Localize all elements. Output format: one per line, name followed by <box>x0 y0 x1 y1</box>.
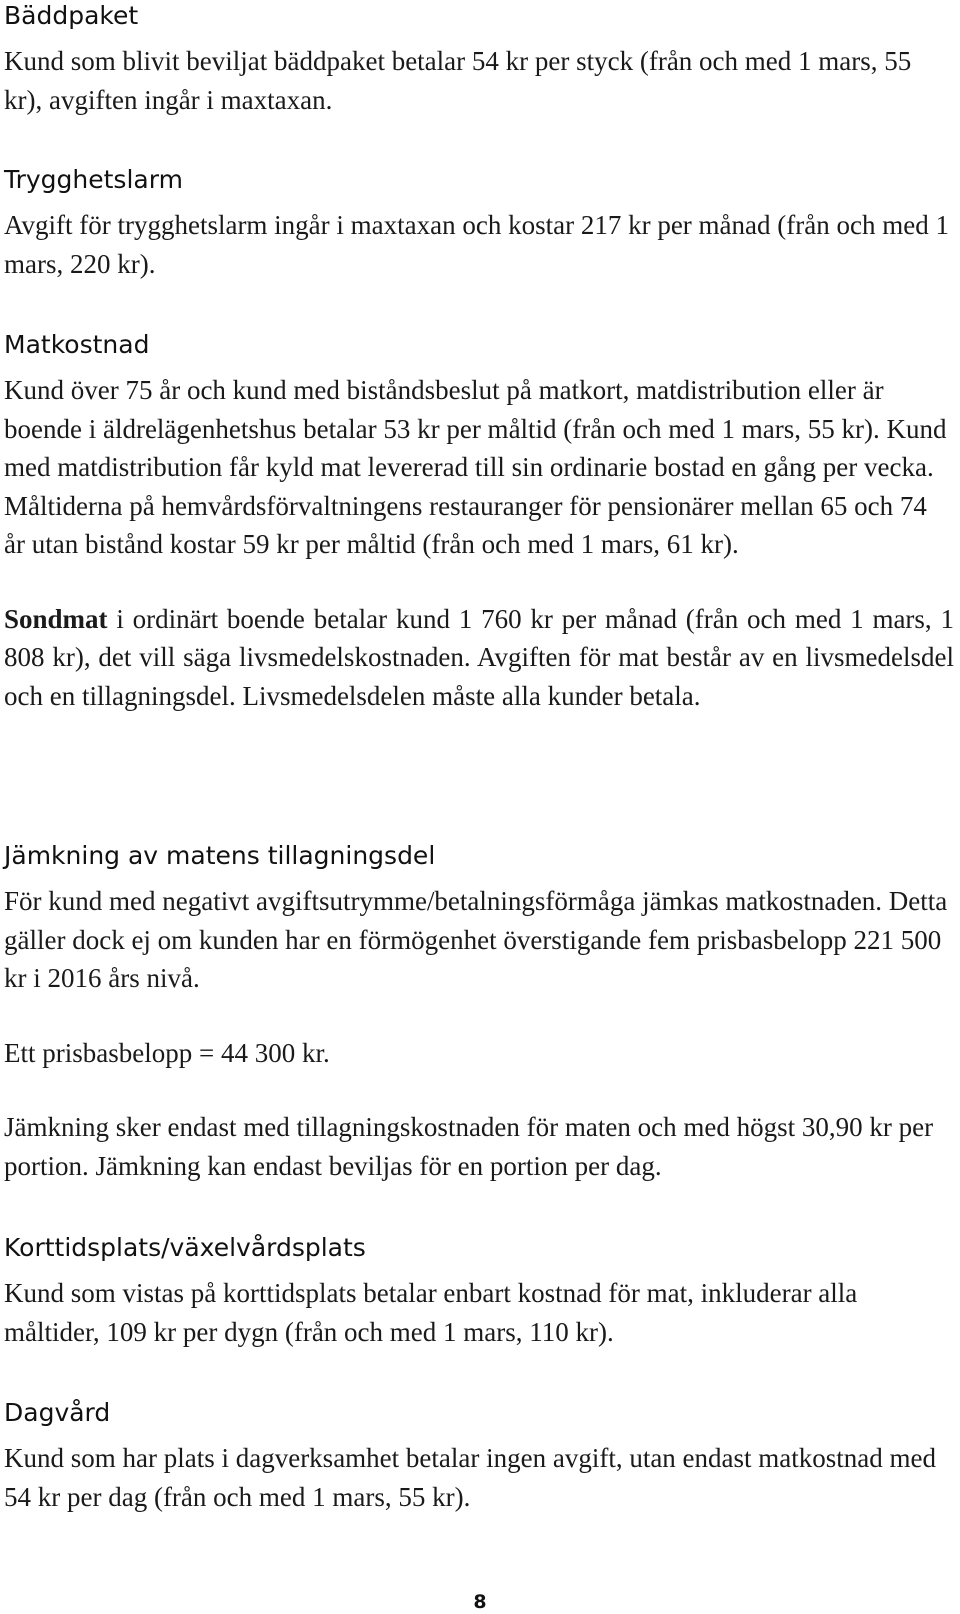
section-paragraph: För kund med negativt avgiftsutrymme/betalningsförmåga jämkas matkostnaden. Detta gäller dock ej om kunden har en förmögenhet överstigande fem prisbasbelopp 221 500 kr i 2016 års nivå. <box>4 886 948 993</box>
section-paragraph: Kund som vistas på korttidsplats betalar enbart kostnad för mat, inkluderar alla måltider, 109 kr per dygn (från och med 1 mars, 110 kr). <box>4 1278 858 1347</box>
section-paragraph: Ett prisbasbelopp = 44 300 kr. <box>4 1037 330 1068</box>
section-korttidsplats <box>4 1232 954 1351</box>
section-heading: Dagvård <box>4 1398 111 1427</box>
section-paragraph: Kund över 75 år och kund med biståndsbeslut på matkort, matdistribution eller är boende i äldrelägenhetshus betalar 53 kr per måltid (från och med 1 mars, 55 kr). Kund med matdistribution får kyld mat levererad till sin ordinarie bostad en gång per vecka. Måltiderna på hemvårdsförvaltningens restauranger för pensionärer mellan 65 och 74 år utan bistånd kostar 59 kr per måltid (från och med 1 mars, 61 kr). <box>4 375 947 559</box>
section-trygghetslarm <box>4 164 954 283</box>
section-heading: Bäddpaket <box>4 1 139 30</box>
section-dagvard <box>4 1397 954 1516</box>
section-paragraph: Kund som har plats i dagverksamhet betalar ingen avgift, utan endast matkostnad med 54 kr per dag (från och med 1 mars, 55 kr). <box>4 1443 937 1512</box>
sondmat-term: Sondmat <box>4 603 108 634</box>
page-number: 8 <box>473 1591 487 1613</box>
sondmat-paragraph <box>4 600 954 716</box>
section-heading: Trygghetslarm <box>4 165 183 194</box>
section-heading: Jämkning av matens tillagningsdel <box>4 841 436 870</box>
sondmat-text: i ordinärt boende betalar kund 1 760 kr per månad (från och med 1 mars, 1 808 kr), det vill säga livsmedelskostnaden. Avgiften för mat består av en livsmedelsdel och en tillagningsdel. Livsmedelsdelen måste alla kunder betala. <box>4 603 954 711</box>
section-paragraph: Jämkning sker endast med tillagningskostnaden för maten och med högst 30,90 kr per portion. Jämkning kan endast beviljas för en portion per dag. <box>4 1112 934 1181</box>
section-matkostnad <box>4 329 954 715</box>
section-baddpaket <box>4 0 954 119</box>
section-paragraph: Kund som blivit beviljat bäddpaket betalar 54 kr per styck (från och med 1 mars, 55 kr), avgiften ingår i maxtaxan. <box>4 46 912 115</box>
section-heading: Matkostnad <box>4 330 150 359</box>
section-heading: Korttidsplats/växelvårdsplats <box>4 1233 366 1262</box>
section-jamkning <box>4 840 954 1185</box>
section-paragraph: Avgift för trygghetslarm ingår i maxtaxan och kostar 217 kr per månad (från och med 1 mars, 220 kr). <box>4 210 949 279</box>
